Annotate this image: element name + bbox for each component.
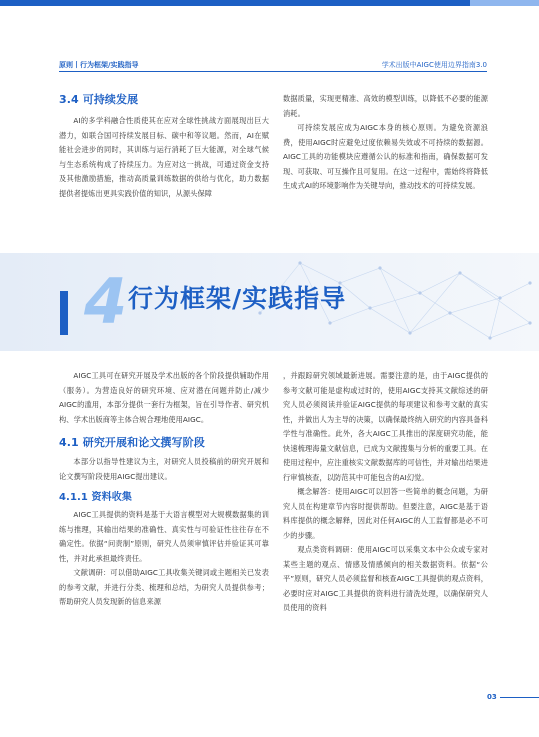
section-3-4-paragraph-1 bbox=[59, 114, 269, 256]
section-4-1-1-paragraph-3: 概念解答：使用AIGC可以回答一些简单的概念问题，为研究人员在构建章节内容时提供帮助。但要注意，AIGC是基于语料库提供的概念解释，因此对任何AIGC的人工监督都是必不可少的步骤。 bbox=[283, 487, 488, 540]
section-4-1-1-paragraph-1: AIGC工具提供的资料是基于大语言模型对大规模数据集的训练与推理，其输出结果的准确性、真实性与可验证性往往存在不确定性。依据“问责制”原则，研究人员须审慎评估并验证其可靠性，并对此承担最终责任。 bbox=[59, 510, 269, 563]
top-accent-bar bbox=[0, 0, 539, 6]
chapter-number: 4 bbox=[84, 265, 128, 338]
section-4-1-1-title: 4.1.1 资料收集 bbox=[59, 492, 132, 503]
section-4-1-1-paragraph-2-part-b: ，并跟踪研究领域最新进展。需要注意的是，由于AIGC提供的参考文献可能是虚构或过时的，使用AIGC支持其文献综述的研究人员必须阅读并验证AIGC提供的每项建议和参考文献的真实性，并做出人为主导的决策，以确保最终纳入研究的内容具备科学性与准确性。此外，各大AIGC工具推出的深度研究功能，能快速梳理海量文献信息，已成为文献搜集与分析的重要工具。在使用过程中，应注重核实文献数据库的可信性，并对输出结果进行审慎核查，以防范其中可能包含的AI幻觉。 bbox=[283, 371, 488, 482]
chapter-banner bbox=[0, 253, 539, 351]
section-3-4-paragraph-1-continued bbox=[283, 92, 488, 121]
banner-accent-bar bbox=[60, 291, 68, 335]
section-4-1-paragraph: 本部分以指导性建议为主，对研究人员投稿前的研究开展和论文撰写阶段使用AIGC提出建议。 bbox=[59, 457, 269, 481]
chapter-4-intro-paragraph: AIGC工具可在研究开展及学术出版的各个阶段提供辅助作用（服务）。为营造良好的研究环境、应对潜在问题并防止/减少AIGC的滥用，本部分提供一套行为框架，旨在引导作者、研究机构、学术出版商等主体合规合理地使用AIGC。 bbox=[59, 371, 269, 424]
section-4-1-1-paragraph-2-continued bbox=[283, 369, 488, 485]
section-4-1-title: 4.1 研究开展和论文撰写阶段 bbox=[59, 436, 205, 449]
section-3-4-paragraph-2: 可持续发展应成为AIGC本身的核心原则。为避免资源浪费，使用AIGC时应避免过度依赖易失效或不可持续的数据源。AIGC工具的功能模块应遵循公认的标准和指南，确保数据可发现、可获取、可互操作且可复用。在这一过程中，需始终将降低生成式AI的环境影响作为关键导向，推动技术的可持续发展。 bbox=[283, 123, 488, 190]
page-number: 03 bbox=[487, 693, 497, 701]
section-3-4-left-column bbox=[59, 92, 269, 256]
running-header-section: 原则丨行为框架/实践指导 bbox=[59, 61, 139, 69]
section-4-1-1-paragraph-4: 观点类资料调研：使用AIGC可以采集文本中公众或专家对某些主题的观点、情感及情感倾向的相关数据资料。依据“公平”原则，研究人员必须监督和核查AIGC工具提供的观点资料，必要时应对AIGC工具提供的资料进行清洗处理，以确保研究人员使用的资料 bbox=[283, 545, 488, 612]
top-accent-bar-light bbox=[470, 0, 539, 6]
section-3-4-paragraph-1-part-a: AI的多学科融合性质使其在应对全球性挑战方面展现出巨大潜力，如联合国可持续发展目标、碳中和等议题。然而，AI在赋能社会进步的同时，其训练与运行消耗了巨大能源，对全球气候与生态系统构成了持续压力。为应对这一挑战，可通过资金支持及其他激励措施，推动高质量训练数据的供给与优化，助力数据提供者提炼出更具实践价值的知识，从源头保障 bbox=[59, 116, 269, 198]
section-3-4-paragraph-1-part-b: 数据质量，实现更精准、高效的模型训练，以降低不必要的能源消耗。 bbox=[283, 94, 488, 118]
section-3-4-title: 3.4 可持续发展 bbox=[59, 93, 139, 106]
header-divider bbox=[59, 71, 487, 72]
section-4-1-1-paragraph-2-part-a: 文献调研：可以借助AIGC工具收集关键词或主题相关已发表的参考文献，并进行分类、梳理和总结，为研究人员提供参考；帮助研究人员发现新的信息来源 bbox=[59, 568, 269, 606]
chapter-4-left-column bbox=[59, 369, 269, 610]
section-3-4-right-column bbox=[283, 92, 488, 194]
top-accent-bar-dark bbox=[0, 0, 470, 6]
page-number-rule bbox=[500, 697, 539, 698]
section-4-1-1-paragraph-2 bbox=[59, 566, 269, 610]
running-header-title: 学术出版中AIGC使用边界指南3.0 bbox=[381, 61, 487, 69]
chapter-title: 行为框架/实践指导 bbox=[128, 284, 347, 313]
chapter-4-right-column bbox=[283, 369, 488, 616]
